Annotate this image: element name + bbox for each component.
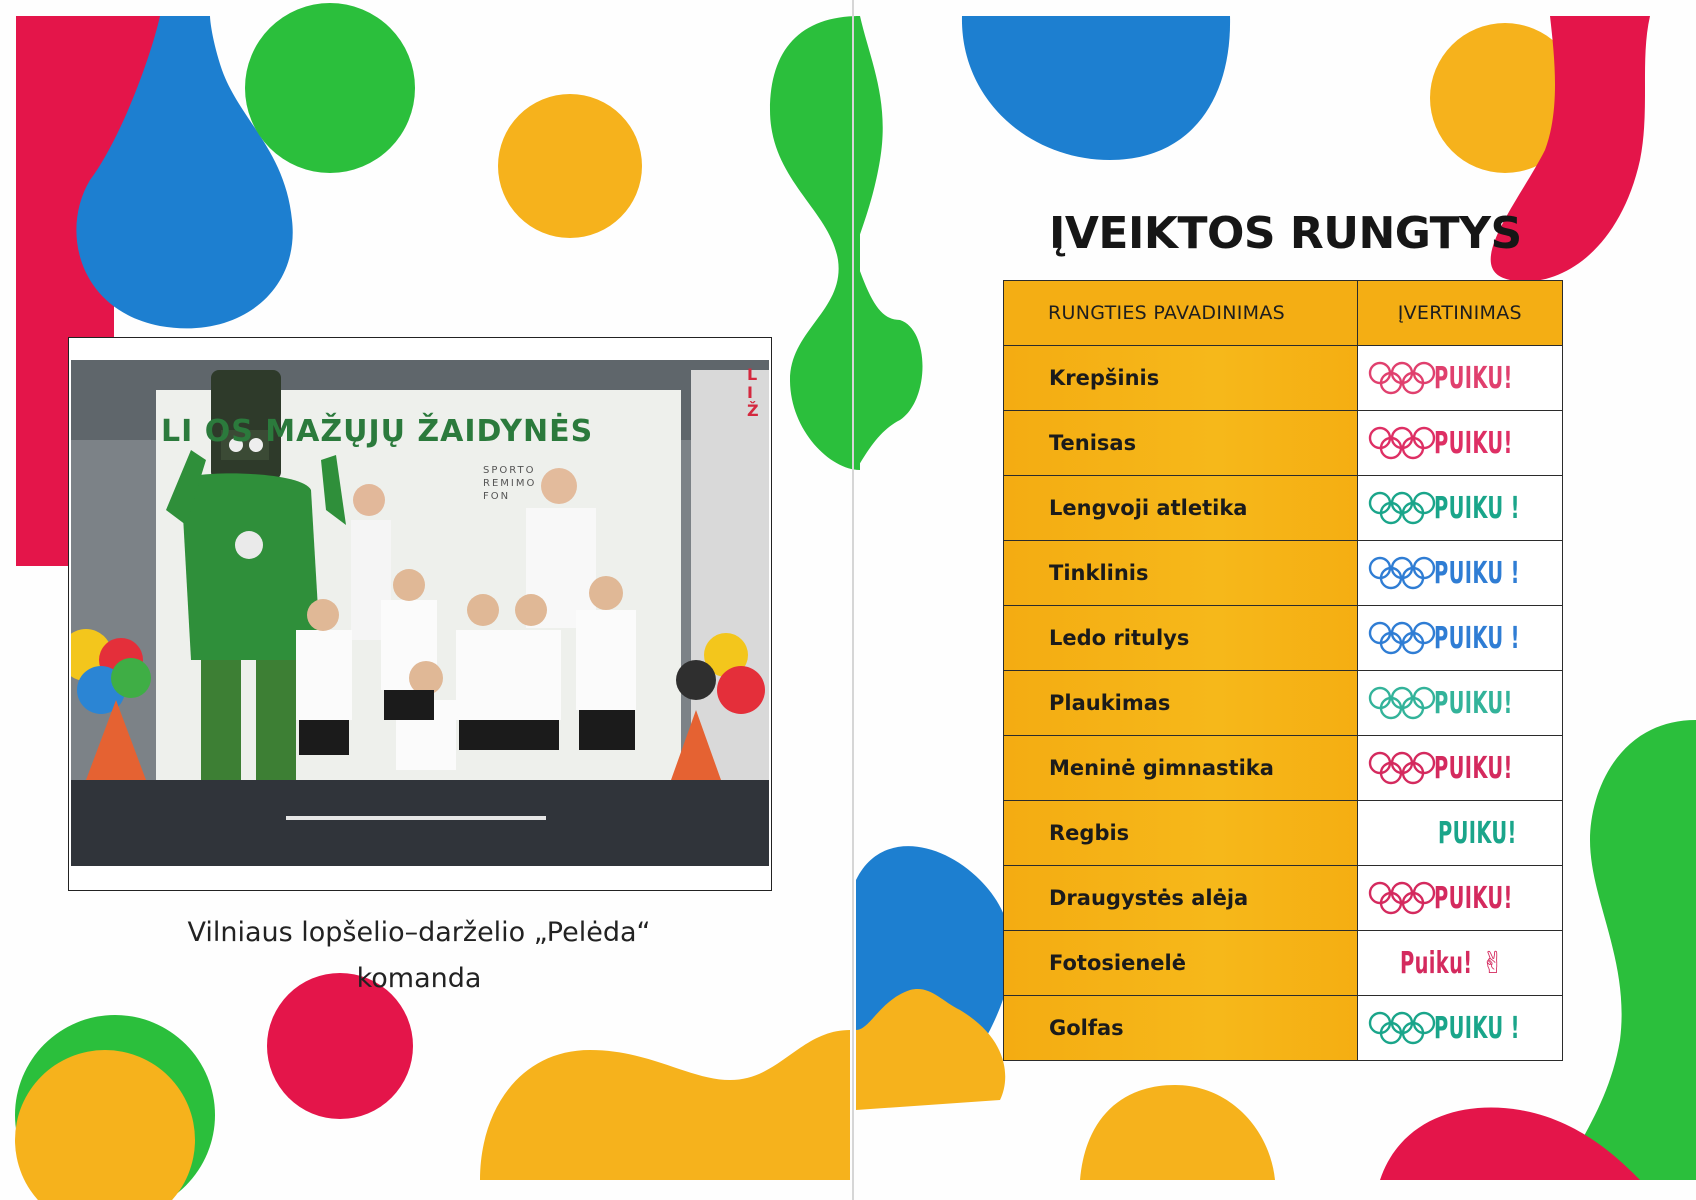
olympic-rings-icon <box>1368 361 1436 395</box>
green-peanut-shape <box>770 16 860 470</box>
rating-stamp <box>1358 411 1562 475</box>
table-header-row <box>1004 281 1563 346</box>
olympic-rings-icon <box>1368 491 1436 525</box>
page-title: ĮVEIKTOS RUNGTYS <box>1049 208 1522 259</box>
table-row <box>1004 476 1563 541</box>
team-photo <box>71 360 769 866</box>
event-name: Regbis <box>1004 801 1358 866</box>
rating-stamp <box>1358 931 1562 995</box>
stamp-text: PUIKU ! <box>1433 490 1520 526</box>
table-row <box>1004 931 1563 996</box>
thumbs-up-icon: ✌ <box>1480 945 1506 981</box>
stamp-text: Puiku! <box>1399 945 1473 981</box>
photo-sponsor-text <box>483 464 536 503</box>
header-event-name: RUNGTIES PAVADINIMAS <box>1004 281 1358 346</box>
event-name: Krepšinis <box>1004 346 1358 411</box>
header-rating: ĮVERTINIMAS <box>1357 281 1562 346</box>
table-row <box>1004 736 1563 801</box>
caption-line-2: komanda <box>356 963 482 994</box>
stamp-text: PUIKU ! <box>1433 1010 1520 1046</box>
event-name: Meninė gimnastika <box>1004 736 1358 801</box>
olympic-rings-icon <box>1368 621 1436 655</box>
table-row <box>1004 541 1563 606</box>
olympic-rings-icon <box>1368 881 1436 915</box>
rating-stamp-cell <box>1357 866 1562 931</box>
event-name: Draugystės alėja <box>1004 866 1358 931</box>
photo-side-letters <box>747 366 759 420</box>
side-letter: Ž <box>747 401 759 420</box>
event-name: Tinklinis <box>1004 541 1358 606</box>
rating-stamp-cell <box>1357 996 1562 1061</box>
rating-stamp <box>1358 801 1562 865</box>
side-letter: I <box>747 383 753 402</box>
green-peanut-right-2 <box>856 260 923 470</box>
event-name: Plaukimas <box>1004 671 1358 736</box>
stamp-text: PUIKU! <box>1433 685 1513 721</box>
event-name: Tenisas <box>1004 411 1358 476</box>
stamp-text: PUIKU! <box>1433 425 1513 461</box>
event-name: Fotosienelė <box>1004 931 1358 996</box>
rating-stamp-cell <box>1357 606 1562 671</box>
stamp-text: PUIKU! <box>1433 360 1513 396</box>
event-name: Golfas <box>1004 996 1358 1061</box>
rating-stamp-cell <box>1357 671 1562 736</box>
stamp-text: PUIKU ! <box>1433 555 1520 591</box>
rating-stamp-cell <box>1357 931 1562 996</box>
rating-stamp <box>1358 541 1562 605</box>
stamp-text: PUIKU! <box>1437 815 1517 851</box>
table-row <box>1004 866 1563 931</box>
rating-stamp <box>1358 736 1562 800</box>
events-table <box>1003 280 1563 1061</box>
sponsor-line: SPORTO <box>483 465 536 476</box>
green-peanut-right <box>855 16 883 260</box>
table-row <box>1004 801 1563 866</box>
team-photo-frame <box>68 337 772 891</box>
rating-stamp-cell <box>1357 346 1562 411</box>
olympic-rings-icon <box>1368 556 1436 590</box>
caption-line-1: Vilniaus lopšelio–darželio „Pelėda“ <box>187 917 651 948</box>
rating-stamp <box>1358 996 1562 1060</box>
rating-stamp-cell <box>1357 476 1562 541</box>
stamp-text: PUIKU! <box>1433 750 1513 786</box>
rating-stamp <box>1358 476 1562 540</box>
yellow-bottom-right-half <box>1080 1085 1275 1180</box>
page-fold <box>852 0 854 1200</box>
table-row <box>1004 671 1563 736</box>
sponsor-line: FON <box>483 491 511 502</box>
photo-banner-title: LI OS MAŽŲJŲ ŽAIDYNĖS <box>161 414 594 449</box>
sponsor-line: REMIMO <box>483 478 537 489</box>
photo-caption <box>78 910 760 1002</box>
side-letter: L <box>747 365 758 384</box>
rating-stamp-cell <box>1357 541 1562 606</box>
rating-stamp <box>1358 671 1562 735</box>
blue-top-half <box>962 16 1230 160</box>
yellow-circle <box>498 94 642 238</box>
event-name: Ledo ritulys <box>1004 606 1358 671</box>
olympic-rings-icon <box>1368 426 1436 460</box>
rating-stamp <box>1358 606 1562 670</box>
table-row <box>1004 346 1563 411</box>
table-row <box>1004 606 1563 671</box>
table-body <box>1004 346 1563 1061</box>
table-row <box>1004 996 1563 1061</box>
yellow-bottom-blob <box>480 1030 850 1180</box>
table-row <box>1004 411 1563 476</box>
olympic-rings-icon <box>1368 1011 1436 1045</box>
event-name: Lengvoji atletika <box>1004 476 1358 541</box>
rating-stamp-cell <box>1357 411 1562 476</box>
rating-stamp-cell <box>1357 736 1562 801</box>
green-right-drop <box>1560 720 1696 1180</box>
rating-stamp-cell <box>1357 801 1562 866</box>
olympic-rings-icon <box>1368 686 1436 720</box>
rating-stamp <box>1358 346 1562 410</box>
olympic-rings-icon <box>1368 751 1436 785</box>
green-circle <box>245 3 415 173</box>
stamp-text: PUIKU ! <box>1433 620 1520 656</box>
rating-stamp <box>1358 866 1562 930</box>
stamp-text: PUIKU! <box>1433 880 1513 916</box>
